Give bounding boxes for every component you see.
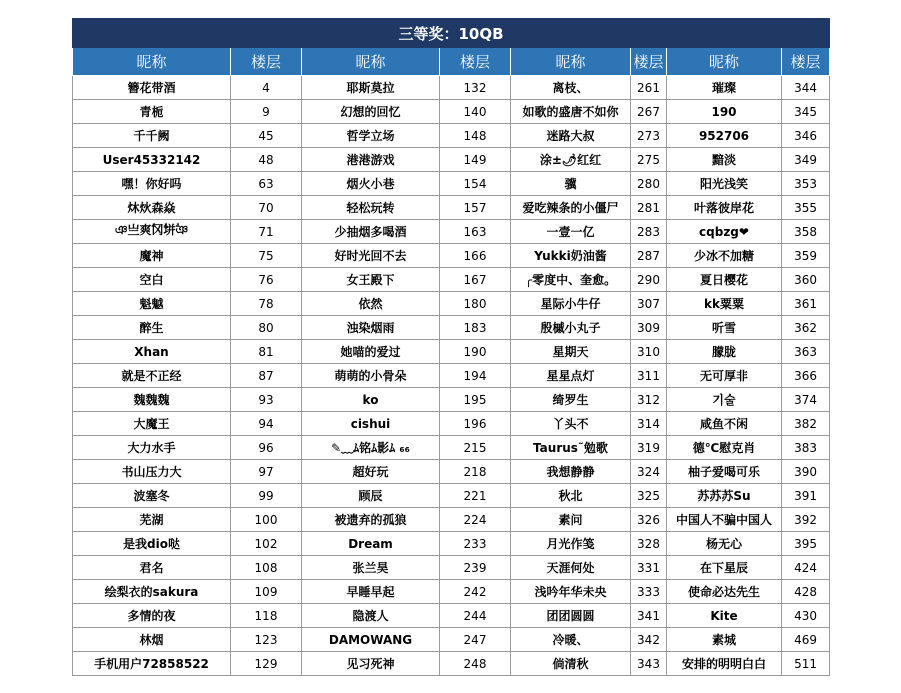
nickname-cell: ✎﹏ﾑ铭ﾑ影ﾑ ₆₆ [302,436,440,460]
nickname-cell: 기술 [667,388,782,412]
floor-cell: 319 [631,436,667,460]
nickname-cell: 苏苏苏Su [667,484,782,508]
floor-cell: 280 [631,172,667,196]
nickname-cell: 我想静静 [511,460,631,484]
floor-cell: 239 [440,556,511,580]
nickname-cell: 大魔王 [73,412,231,436]
nickname-cell: 就是不正经 [73,364,231,388]
nickname-cell: 萌萌的小骨朵 [302,364,440,388]
nickname-cell: 涂±🌶红红 [511,148,631,172]
nickname-cell: 在下星辰 [667,556,782,580]
nickname-cell: cishui [302,412,440,436]
floor-cell: 273 [631,124,667,148]
header-floor: 楼层 [440,48,511,76]
table-row [73,388,830,412]
floor-cell: 140 [440,100,511,124]
header-nickname: 昵称 [73,48,231,76]
nickname-cell: 青栀 [73,100,231,124]
nickname-cell: 星星点灯 [511,364,631,388]
nickname-cell: 安排的明明白白 [667,652,782,676]
floor-cell: 326 [631,508,667,532]
nickname-cell: 是我dio哒 [73,532,231,556]
nickname-cell: 骥 [511,172,631,196]
nickname-cell: 多情的夜 [73,604,231,628]
floor-cell: 281 [631,196,667,220]
floor-cell: 261 [631,76,667,100]
nickname-cell: 离枝、 [511,76,631,100]
floor-cell: 97 [231,460,302,484]
table-row [73,436,830,460]
floor-cell: 99 [231,484,302,508]
nickname-cell: 轻松玩转 [302,196,440,220]
table-row [73,580,830,604]
floor-cell: 94 [231,412,302,436]
table-row [73,484,830,508]
nickname-cell: 顾辰 [302,484,440,508]
floor-cell: 312 [631,388,667,412]
nickname-cell: 叶落彼岸花 [667,196,782,220]
nickname-cell: 烟火小巷 [302,172,440,196]
table-row [73,412,830,436]
nickname-cell: 林烟 [73,628,231,652]
floor-cell: 363 [782,340,830,364]
nickname-cell: 柚子爱喝可乐 [667,460,782,484]
nickname-cell: Yukki奶油酱 [511,244,631,268]
floor-cell: 349 [782,148,830,172]
nickname-cell: 使命必达先生 [667,580,782,604]
floor-cell: 96 [231,436,302,460]
floor-cell: 374 [782,388,830,412]
floor-cell: 242 [440,580,511,604]
floor-cell: 93 [231,388,302,412]
nickname-cell: 星期天 [511,340,631,364]
floor-cell: 123 [231,628,302,652]
floor-cell: 361 [782,292,830,316]
table-row [73,532,830,556]
nickname-cell: 大力水手 [73,436,231,460]
floor-cell: 221 [440,484,511,508]
floor-cell: 359 [782,244,830,268]
nickname-cell: 见习死神 [302,652,440,676]
nickname-cell: 君名 [73,556,231,580]
nickname-cell: 无可厚非 [667,364,782,388]
nickname-cell: 爱吃辣条的小僵尸 [511,196,631,220]
floor-cell: 331 [631,556,667,580]
nickname-cell: 中国人不骗中国人 [667,508,782,532]
floor-cell: 78 [231,292,302,316]
nickname-cell: 魏魏魏 [73,388,231,412]
nickname-cell: 倘清秋 [511,652,631,676]
nickname-cell: 绘梨衣的sakura [73,580,231,604]
table-row [73,364,830,388]
nickname-cell: 依然 [302,292,440,316]
nickname-cell: 被遗弃的孤狼 [302,508,440,532]
floor-cell: 310 [631,340,667,364]
table-row [73,172,830,196]
nickname-cell: 波塞冬 [73,484,231,508]
floor-cell: 382 [782,412,830,436]
floor-cell: 9 [231,100,302,124]
nickname-cell: 璀璨 [667,76,782,100]
title-row [73,19,830,48]
header-row [73,48,830,76]
floor-cell: 63 [231,172,302,196]
floor-cell: 215 [440,436,511,460]
nickname-cell: 素问 [511,508,631,532]
winners-table-container [72,18,829,676]
nickname-cell: 嘿！你好吗 [73,172,231,196]
nickname-cell: 芜湖 [73,508,231,532]
floor-cell: 109 [231,580,302,604]
floor-cell: 353 [782,172,830,196]
table-row [73,292,830,316]
floor-cell: 248 [440,652,511,676]
nickname-cell: 哲学立场 [302,124,440,148]
floor-cell: 190 [440,340,511,364]
floor-cell: 343 [631,652,667,676]
nickname-cell: 月光作笺 [511,532,631,556]
nickname-cell: 簪花带酒 [73,76,231,100]
nickname-cell: Xhan [73,340,231,364]
nickname-cell: 秋北 [511,484,631,508]
nickname-cell: 魔神 [73,244,231,268]
nickname-cell: ╭零度中、奎愈。 [511,268,631,292]
nickname-cell: 手机用户72858522 [73,652,231,676]
nickname-cell: 绮罗生 [511,388,631,412]
nickname-cell: 魁魆 [73,292,231,316]
floor-cell: 166 [440,244,511,268]
floor-cell: 275 [631,148,667,172]
table-row [73,100,830,124]
header-nickname: 昵称 [511,48,631,76]
floor-cell: 430 [782,604,830,628]
floor-cell: 362 [782,316,830,340]
floor-cell: 132 [440,76,511,100]
floor-cell: 511 [782,652,830,676]
nickname-cell: 952706 [667,124,782,148]
floor-cell: 290 [631,268,667,292]
nickname-cell: 幻想的回忆 [302,100,440,124]
nickname-cell: Kite [667,604,782,628]
floor-cell: 195 [440,388,511,412]
nickname-cell: 浅吟年华未央 [511,580,631,604]
floor-cell: 154 [440,172,511,196]
floor-cell: 129 [231,652,302,676]
nickname-cell: 早睡早起 [302,580,440,604]
nickname-cell: 空白 [73,268,231,292]
floor-cell: 346 [782,124,830,148]
floor-cell: 100 [231,508,302,532]
floor-cell: 244 [440,604,511,628]
floor-cell: 76 [231,268,302,292]
nickname-cell: Taurus˜勉歌 [511,436,631,460]
floor-cell: 366 [782,364,830,388]
floor-cell: 71 [231,220,302,244]
nickname-cell: 醉生 [73,316,231,340]
nickname-cell: 朦胧 [667,340,782,364]
floor-cell: 424 [782,556,830,580]
nickname-cell: 星际小牛仔 [511,292,631,316]
nickname-cell: Dream [302,532,440,556]
floor-cell: 311 [631,364,667,388]
floor-cell: 247 [440,628,511,652]
floor-cell: 75 [231,244,302,268]
table-row [73,196,830,220]
floor-cell: 390 [782,460,830,484]
table-row [73,124,830,148]
floor-cell: 345 [782,100,830,124]
floor-cell: 183 [440,316,511,340]
floor-cell: 180 [440,292,511,316]
nickname-cell: 德℃慰克肖 [667,436,782,460]
floor-cell: 355 [782,196,830,220]
nickname-cell: 杨无心 [667,532,782,556]
floor-cell: 108 [231,556,302,580]
header-nickname: 昵称 [302,48,440,76]
header-floor: 楼层 [782,48,830,76]
nickname-cell: 张兰昊 [302,556,440,580]
nickname-cell: 她喵的爱过 [302,340,440,364]
floor-cell: 309 [631,316,667,340]
nickname-cell: 炑炏森焱 [73,196,231,220]
nickname-cell: 隐渡人 [302,604,440,628]
table-title: 三等奖：10QB [73,19,830,48]
floor-cell: 163 [440,220,511,244]
floor-cell: 324 [631,460,667,484]
nickname-cell: 耶斯莫拉 [302,76,440,100]
floor-cell: 344 [782,76,830,100]
nickname-cell: 千千阙 [73,124,231,148]
nickname-cell: 浊染烟雨 [302,316,440,340]
table-row [73,628,830,652]
nickname-cell: ঞ亗爽ؖ冈ؖ垪ؖঞ [73,220,231,244]
floor-cell: 333 [631,580,667,604]
nickname-cell: DAMOWANG [302,628,440,652]
nickname-cell: 少抽烟多喝酒 [302,220,440,244]
table-row [73,220,830,244]
table-row [73,76,830,100]
nickname-cell: 书山压力大 [73,460,231,484]
table-row [73,244,830,268]
floor-cell: 428 [782,580,830,604]
floor-cell: 149 [440,148,511,172]
table-row [73,508,830,532]
header-floor: 楼层 [231,48,302,76]
floor-cell: 267 [631,100,667,124]
floor-cell: 70 [231,196,302,220]
nickname-cell: 港港游戏 [302,148,440,172]
floor-cell: 4 [231,76,302,100]
nickname-cell: 咸鱼不闲 [667,412,782,436]
floor-cell: 196 [440,412,511,436]
floor-cell: 358 [782,220,830,244]
nickname-cell: User45332142 [73,148,231,172]
floor-cell: 392 [782,508,830,532]
floor-cell: 314 [631,412,667,436]
floor-cell: 148 [440,124,511,148]
table-row [73,652,830,676]
floor-cell: 157 [440,196,511,220]
floor-cell: 167 [440,268,511,292]
nickname-cell: 迷路大叔 [511,124,631,148]
floor-cell: 383 [782,436,830,460]
nickname-cell: 素城 [667,628,782,652]
nickname-cell: 团团圆圆 [511,604,631,628]
floor-cell: 469 [782,628,830,652]
nickname-cell: 少冰不加糖 [667,244,782,268]
floor-cell: 48 [231,148,302,172]
table-row [73,340,830,364]
nickname-cell: kk粟粟 [667,292,782,316]
nickname-cell: 黯淡 [667,148,782,172]
nickname-cell: 如歌的盛唐不如你 [511,100,631,124]
nickname-cell: 好时光回不去 [302,244,440,268]
floor-cell: 360 [782,268,830,292]
table-body [73,76,830,676]
floor-cell: 283 [631,220,667,244]
nickname-cell: 丫头不 [511,412,631,436]
floor-cell: 328 [631,532,667,556]
table-row [73,316,830,340]
table-row [73,268,830,292]
floor-cell: 307 [631,292,667,316]
table-row [73,148,830,172]
nickname-cell: 天涯何处 [511,556,631,580]
nickname-cell: 夏日樱花 [667,268,782,292]
nickname-cell: ko [302,388,440,412]
nickname-cell: 阳光浅笑 [667,172,782,196]
nickname-cell: cqbzg❤ [667,220,782,244]
floor-cell: 233 [440,532,511,556]
floor-cell: 45 [231,124,302,148]
floor-cell: 80 [231,316,302,340]
floor-cell: 395 [782,532,830,556]
winners-table [72,18,830,676]
header-nickname: 昵称 [667,48,782,76]
floor-cell: 342 [631,628,667,652]
table-row [73,604,830,628]
floor-cell: 194 [440,364,511,388]
table-row [73,556,830,580]
header-floor: 楼层 [631,48,667,76]
nickname-cell: 190 [667,100,782,124]
nickname-cell: 女王殿下 [302,268,440,292]
nickname-cell: 超好玩 [302,460,440,484]
floor-cell: 287 [631,244,667,268]
nickname-cell: 听雪 [667,316,782,340]
floor-cell: 218 [440,460,511,484]
floor-cell: 325 [631,484,667,508]
floor-cell: 118 [231,604,302,628]
nickname-cell: 殷槭小丸子 [511,316,631,340]
floor-cell: 87 [231,364,302,388]
floor-cell: 391 [782,484,830,508]
floor-cell: 81 [231,340,302,364]
nickname-cell: 一壹一亿 [511,220,631,244]
floor-cell: 341 [631,604,667,628]
table-row [73,460,830,484]
nickname-cell: 冷暖、 [511,628,631,652]
floor-cell: 102 [231,532,302,556]
floor-cell: 224 [440,508,511,532]
